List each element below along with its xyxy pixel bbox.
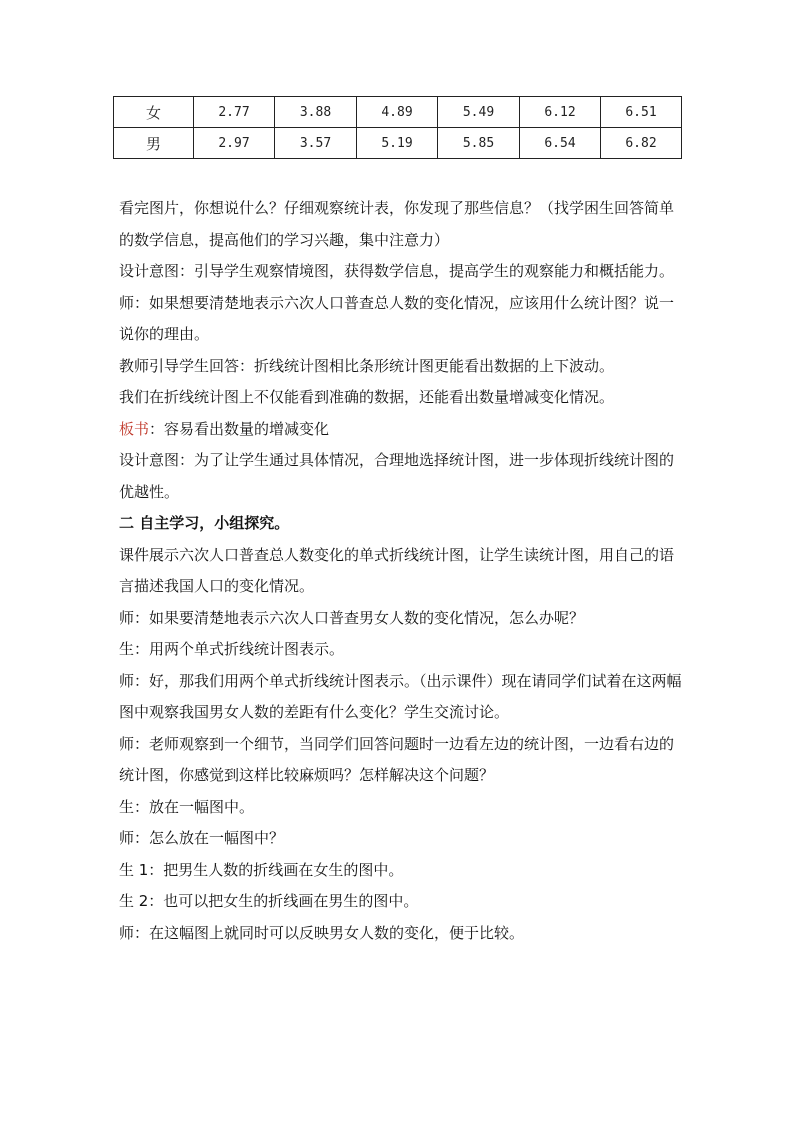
paragraph: 师：在这幅图上就同时可以反映男女人数的变化，便于比较。 [119,923,525,942]
table-cell: 6.51 [601,97,682,128]
paragraph: 生：放在一幅图中。 [119,797,255,816]
table-row-male [114,128,682,159]
row-label: 女 [114,97,194,128]
paragraph: 师：怎么放在一幅图中？ [119,829,285,847]
table-cell: 5.19 [357,128,438,159]
table-cell: 3.88 [275,97,357,128]
paragraph: 设计意图：为了让学生通过具体情况，合理地选择统计图，进一步体现折线统计图的优越性。 [119,451,675,501]
table-cell: 5.85 [438,128,520,159]
table-cell: 6.82 [601,128,682,159]
paragraph: 生 1：把男生人数的折线画在女生的图中。 [119,860,404,879]
paragraph: 我们在折线统计图上不仅能看到准确的数据，还能看出数量增减变化情况。 [119,388,615,406]
section-heading: 二 自主学习，小组探究。 [119,514,290,532]
paragraph: 生：用两个单式折线统计图表示。 [119,640,345,658]
paragraph: 师：好，那我们用两个单式折线统计图表示。（出示课件）现在请同学们试着在这两幅图中观察我国男女人数的差距有什么变化？学生交流讨论。 [119,671,682,721]
table-cell: 6.12 [520,97,601,128]
table-cell: 3.57 [275,128,357,159]
paragraph: 师：如果要清楚地表示六次人口普查男女人数的变化情况，怎么办呢？ [119,608,585,627]
table-cell: 5.49 [438,97,520,128]
paragraph: 教师引导学生回答：折线统计图相比条形统计图更能看出数据的上下波动。 [119,356,615,375]
population-table [113,96,682,159]
table-cell: 4.89 [357,97,438,128]
table-row-female [114,97,682,128]
paragraph: 设计意图：引导学生观察情境图，获得数学信息，提高学生的观察能力和概括能力。 [119,262,675,280]
lesson-text [119,193,687,949]
table-cell: 2.97 [194,128,275,159]
row-label: 男 [114,128,194,159]
paragraph: 师：老师观察到一个细节，当同学们回答问题时一边看左边的统计图，一边看右边的统计图，你感觉到这样比较麻烦吗？怎样解决这个问题？ [119,734,675,784]
paragraph: 课件展示六次人口普查总人数变化的单式折线统计图，让学生读统计图，用自己的语言描述我国人口的变化情况。 [119,545,675,595]
board-note [119,414,687,446]
paragraph: 师：如果想要清楚地表示六次人口普查总人数的变化情况，应该用什么统计图？说一说你的理由。 [119,293,675,343]
table-cell: 2.77 [194,97,275,128]
table-cell: 6.54 [520,128,601,159]
board-note-label: 板书 [119,419,150,438]
paragraph: 生 2：也可以把女生的折线画在男生的图中。 [119,892,419,910]
board-note-text: ：容易看出数量的增减变化 [149,419,330,438]
paragraph: 看完图片，你想说什么？仔细观察统计表，你发现了那些信息？（找学困生回答简单的数学信息，提高他们的学习兴趣，集中注意力） [119,199,675,249]
